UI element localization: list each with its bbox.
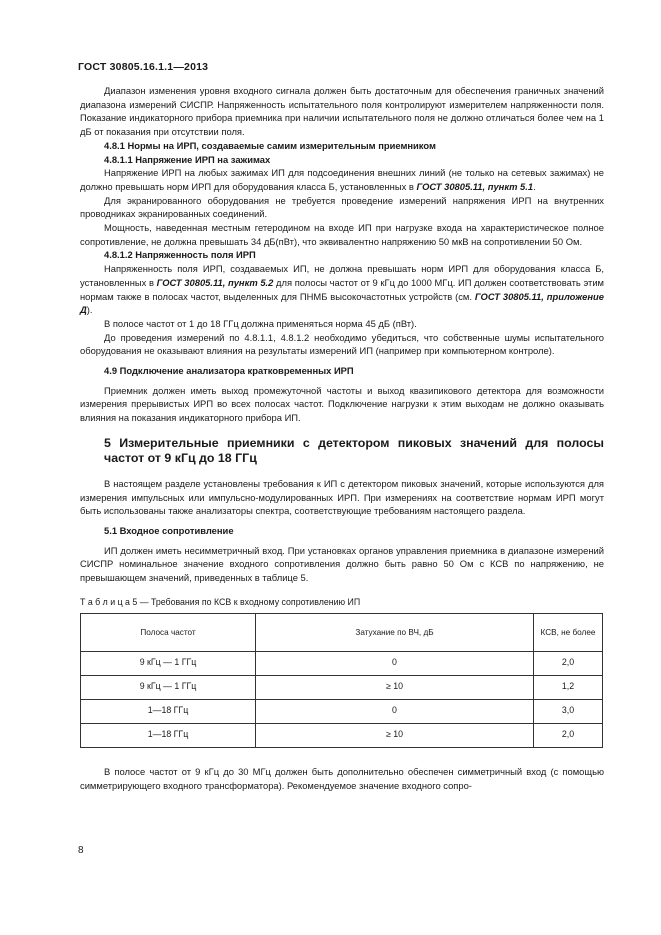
paragraph: В полосе частот от 1 до 18 ГГц должна применяться норма 45 дБ (пВт). [104, 317, 417, 329]
paragraph: Диапазон изменения уровня входного сигнала должен быть достаточным для обеспечения граничных значений диапазона измерений СИСПР. Напряженность испытательного поля контролируют измерителем напряженности поля. Показание индикаторного прибора приемника при наличии испытательного поля не должно отличаться более чем на 1 дБ от показания при отсутствии поля. [80, 85, 604, 138]
table-row [81, 675, 603, 699]
text-run: . [533, 180, 536, 192]
paragraph: Для экранированного оборудования не требуется проведение измерений напряжения ИРП на внутренних проводниках экранированных соединений. [80, 194, 604, 220]
paragraph [80, 166, 604, 193]
table-cell: 1—18 ГГц [81, 723, 256, 747]
standard-reference: ГОСТ 30805.11, пункт 5.1 [416, 180, 534, 192]
paragraph: Мощность, наведенная местным гетеродином на входе ИП при нагрузке входа на характеристическое полное сопротивление, не должна превышать 34 дБ(пВт), что эквивалентно напряжению 50 мкВ на сопротивлении 50 Ом. [80, 222, 604, 247]
text-run: ). [86, 304, 93, 316]
paragraph: ИП должен иметь несимметричный вход. При установках органов управления приемника в диапазоне измерений СИСПР номинальное значение входного сопротивления должно быть равно 50 Ом с КСВ по напряжению, не превышающем значений, приведенных в таблице 5. [80, 544, 604, 584]
column-header-vswr: КСВ, не более [534, 613, 603, 651]
table-cell: 2,0 [534, 651, 603, 675]
table-cell: ≥ 10 [256, 675, 534, 699]
paragraph [80, 262, 604, 317]
page-header: ГОСТ 30805.16.1.1—2013 [78, 61, 209, 73]
table-header-row [81, 613, 603, 651]
text-run: для полосы частот от 9 кГц до 1000 МГц. ИП должен соответствовать этим нормам также в полосах частот, выделенных для ПНМБ высокочастотных устройств (см. [80, 276, 604, 302]
standard-reference: ГОСТ 30805.11, приложение Д [80, 290, 604, 316]
page-number: 8 [78, 845, 84, 856]
text-run: Напряженность поля ИРП, создаваемых ИП, не должна превышать норм ИРП для оборудования класса Б, установленных в [80, 263, 604, 288]
table-cell: 0 [256, 699, 534, 723]
table-cell: 0 [256, 651, 534, 675]
column-header-band: Полоса частот [81, 613, 256, 651]
ksv-table [80, 613, 603, 748]
paragraph: Приемник должен иметь выход промежуточной частоты и выход квазипикового детектора для возможности измерения прерывистых ИРП во всех полосах частот. Подключение нагрузки к этим выходам не должно оказывать влияния на показания индикаторного прибора ИП. [80, 384, 604, 424]
page-body [80, 84, 604, 792]
paragraph: В настоящем разделе установлены требования к ИП с детектором пиковых значений, которые используются для измерения импульсных или импульсно-модулированных ИРП. При измерениях на соответствие нормам ИРП могут быть использованы также анализаторы спектра, соответствующие требованиям настоящего раздела. [80, 477, 604, 517]
table-cell: 1,2 [534, 675, 603, 699]
table-cell: ≥ 10 [256, 723, 534, 747]
table-caption: Т а б л и ц а 5 — Требования по КСВ к входному сопротивлению ИП [80, 596, 361, 607]
chapter-heading: 5 Измерительные приемники с детектором пиковых значений для полосы частот от 9 кГц до 18 ГГц [104, 435, 604, 465]
table-row [81, 723, 603, 747]
table-cell: 3,0 [534, 699, 603, 723]
table-row [81, 651, 603, 675]
table-cell: 2,0 [534, 723, 603, 747]
column-header-attenuation: Затухание по ВЧ, дБ [256, 613, 534, 651]
section-heading: 4.9 Подключение анализатора кратковременных ИРП [104, 365, 354, 377]
table-row [81, 699, 603, 723]
section-heading: 4.8.1.2 Напряженность поля ИРП [104, 249, 256, 261]
standard-reference: ГОСТ 30805.11, пункт 5.2 [156, 276, 274, 288]
section-heading: 4.8.1.1 Напряжение ИРП на зажимах [104, 153, 271, 165]
table-cell: 9 кГц — 1 ГГц [81, 651, 256, 675]
section-heading: 5.1 Входное сопротивление [104, 524, 234, 536]
table-cell: 9 кГц — 1 ГГц [81, 675, 256, 699]
table-cell: 1—18 ГГц [81, 699, 256, 723]
paragraph: В полосе частот от 9 кГц до 30 МГц должен быть дополнительно обеспечен симметричный вход (с помощью симметрирующего входного трансформатора). Рекомендуемое значение входного сопро- [80, 765, 604, 791]
paragraph: До проведения измерений по 4.8.1.1, 4.8.1.2 необходимо убедиться, что собственные шумы испытательного оборудования не оказывают влияния на результаты измерений ИП (например при компьютерном контроле). [80, 331, 604, 357]
text-run: Напряжение ИРП на любых зажимах ИП для подсоединения внешних линий (не только на сетевых зажимах) не должно превышать норм ИРП для оборудования класса Б, установленных в [80, 167, 604, 192]
section-heading: 4.8.1 Нормы на ИРП, создаваемые самим измерительным приемником [104, 139, 436, 151]
